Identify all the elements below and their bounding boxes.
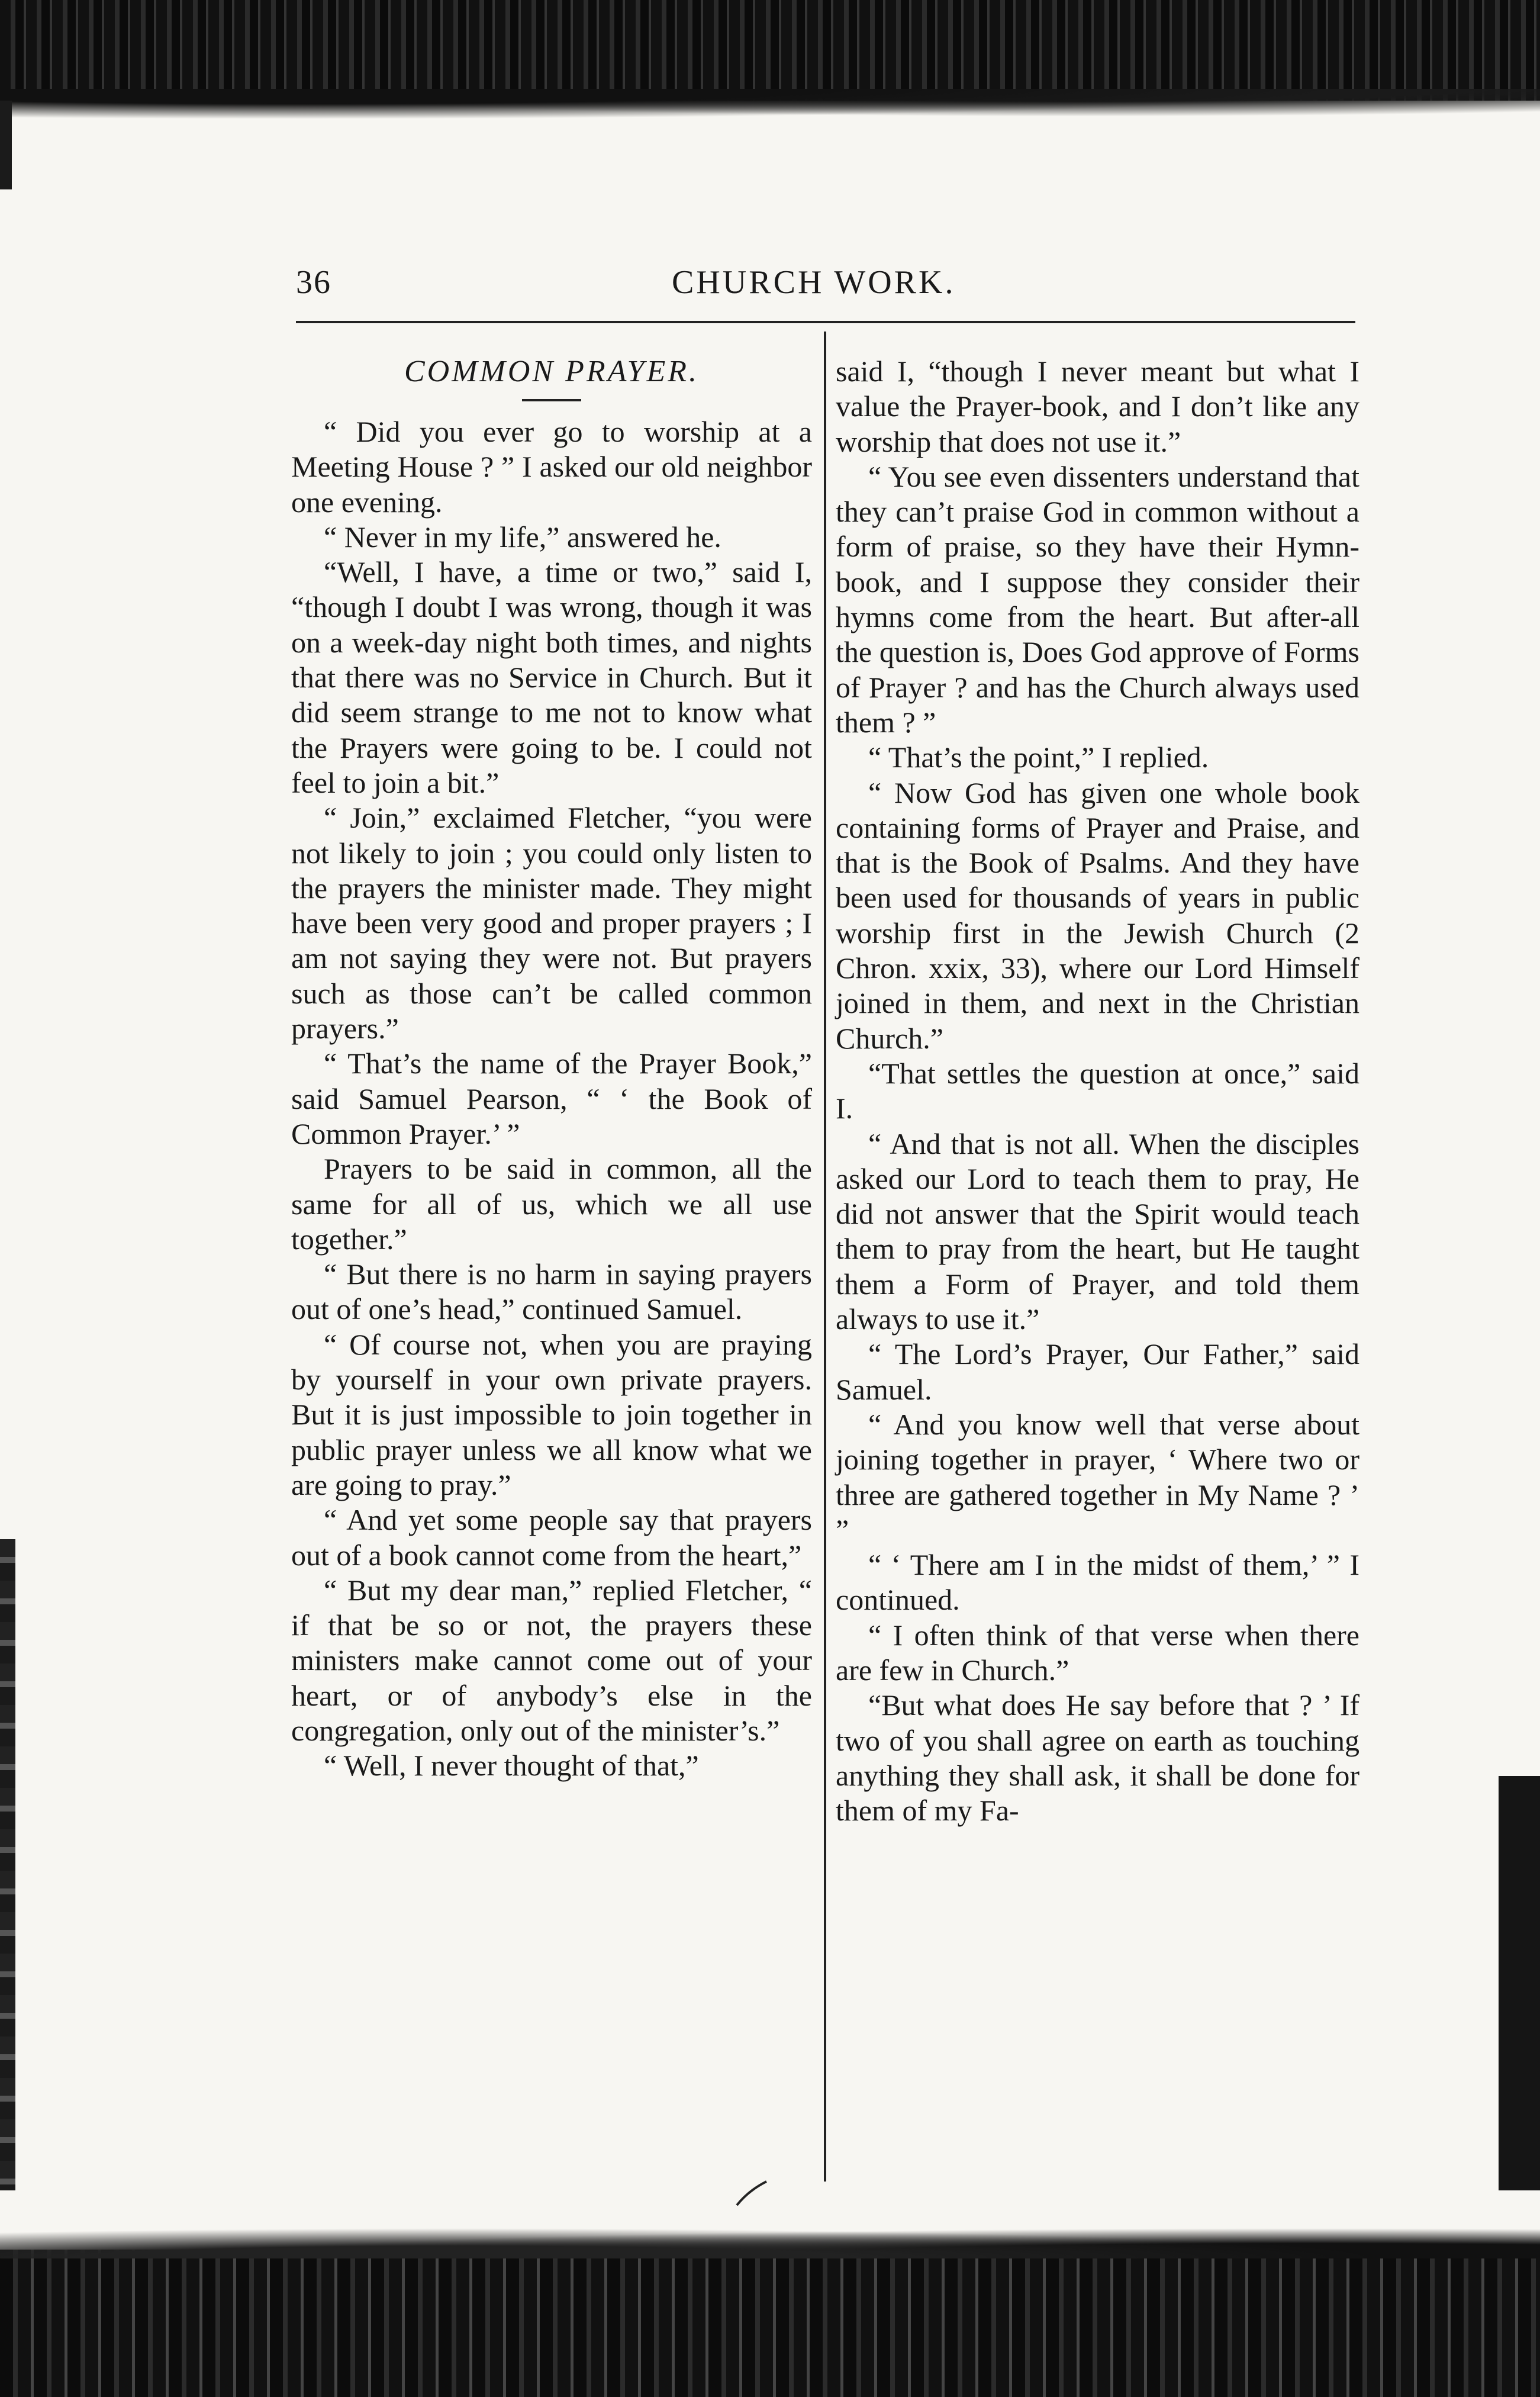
paragraph: “ And yet some people say that prayers out of a book cannot come from the heart,”: [291, 1503, 812, 1572]
paragraph: “ You see even dissenters understand that they can’t praise God in common without a form of praise, so they have their Hymn-book, and I suppose they consider their hymns come from the heart. But after-all the question is, Does God approve of Forms of Prayer ? and has the Church always used them ? ”: [836, 459, 1359, 739]
paragraph: “That settles the question at once,” said I.: [836, 1056, 1359, 1125]
paragraph: “ But there is no harm in saying prayers out of one’s head,” continued Samuel.: [291, 1257, 812, 1326]
paragraph: Prayers to be said in common, all the same for all of us, which we all use together.”: [291, 1152, 812, 1256]
paragraph: “ Join,” exclaimed Fletcher, “you were not likely to join ; you could only listen to the prayers the minister made. They might have been very good and proper prayers ; I am not saying they were not. But prayers such as those can’t be called common prayers.”: [291, 801, 812, 1045]
paragraph: “ Did you ever go to worship at a Meeting House ? ” I asked our old neighbor one evening.: [291, 415, 812, 519]
paragraph: “ That’s the name of the Prayer Book,” said Samuel Pearson, “ ‘ the Book of Common Prayer.’ ”: [291, 1047, 812, 1150]
paragraph: “Well, I have, a time or two,” said I, “though I doubt I was wrong, though it was on a week-day night both times, and nights that there was no Service in Church. But it did seem strange to me not to know what the Prayers were going to be. I could not feel to join a bit.”: [291, 555, 812, 799]
scan-edge-right: [1499, 1776, 1540, 2190]
pencil-mark: [734, 2179, 769, 2208]
paragraph: “ That’s the point,” I replied.: [868, 741, 1209, 774]
scan-edge-left: [0, 1539, 15, 2190]
paragraph: “ But my dear man,” replied Fletcher, “ if that be so or not, the prayers these ministers make cannot come out of your heart, or of anybody’s else in the congregation, only out of the minister’s.”: [291, 1573, 812, 1747]
header-rule: [296, 321, 1355, 323]
scan-border-top: [0, 0, 1540, 101]
title-rule: [522, 399, 581, 401]
paragraph: “ Of course not, when you are praying by yourself in your own private prayers. But it is just impossible to join together in public prayer unless we all know what we are going to pray.”: [291, 1327, 812, 1501]
paragraph: “ I often think of that verse when there are few in Church.”: [836, 1618, 1359, 1687]
paragraph: “ ‘ There am I in the midst of them,’ ” I continued.: [836, 1548, 1359, 1617]
article-title: COMMON PRAYER.: [404, 355, 699, 388]
scan-edge-left-top: [0, 101, 12, 189]
page-header: [296, 263, 1361, 311]
paragraph: “ Now God has given one whole book containing forms of Prayer and Praise, and that is the Book of Psalms. And they have been used for thousands of years in public worship first in the Jewish Church (2 Chron. xxix, 33), where our Lord Himself joined in them, and next in the Christian Church.”: [836, 776, 1359, 1055]
left-column: [291, 354, 812, 1784]
paragraph-continuation: said I, “though I never meant but what I value the Prayer-book, and I don’t like any worship that does not use it.”: [836, 355, 1359, 458]
paragraph: “But what does He say before that ? ’ If two of you shall agree on earth as touching anything they shall ask, it shall be done for them of my Fa-: [836, 1688, 1359, 1827]
running-title: CHURCH WORK.: [672, 264, 956, 301]
paragraph: “ And you know well that verse about joining together in prayer, ‘ Where two or three are gathered together in My Name ? ’ ”: [836, 1407, 1359, 1546]
paragraph: “ The Lord’s Prayer, Our Father,” said Samuel.: [836, 1337, 1359, 1406]
page-number: 36: [296, 264, 331, 301]
column-divider: [824, 332, 826, 2182]
right-column: [836, 354, 1359, 1828]
paragraph: “ Never in my life,” answered he.: [324, 520, 721, 554]
paragraph: “ And that is not all. When the disciples asked our Lord to teach them to pray, He did not answer that the Spirit would teach them to pray from the heart, but He taught them a Form of Prayer, and told them always to use it.”: [836, 1127, 1359, 1336]
paragraph: “ Well, I never thought of that,”: [324, 1749, 699, 1783]
scan-border-bottom: [0, 2250, 1540, 2397]
